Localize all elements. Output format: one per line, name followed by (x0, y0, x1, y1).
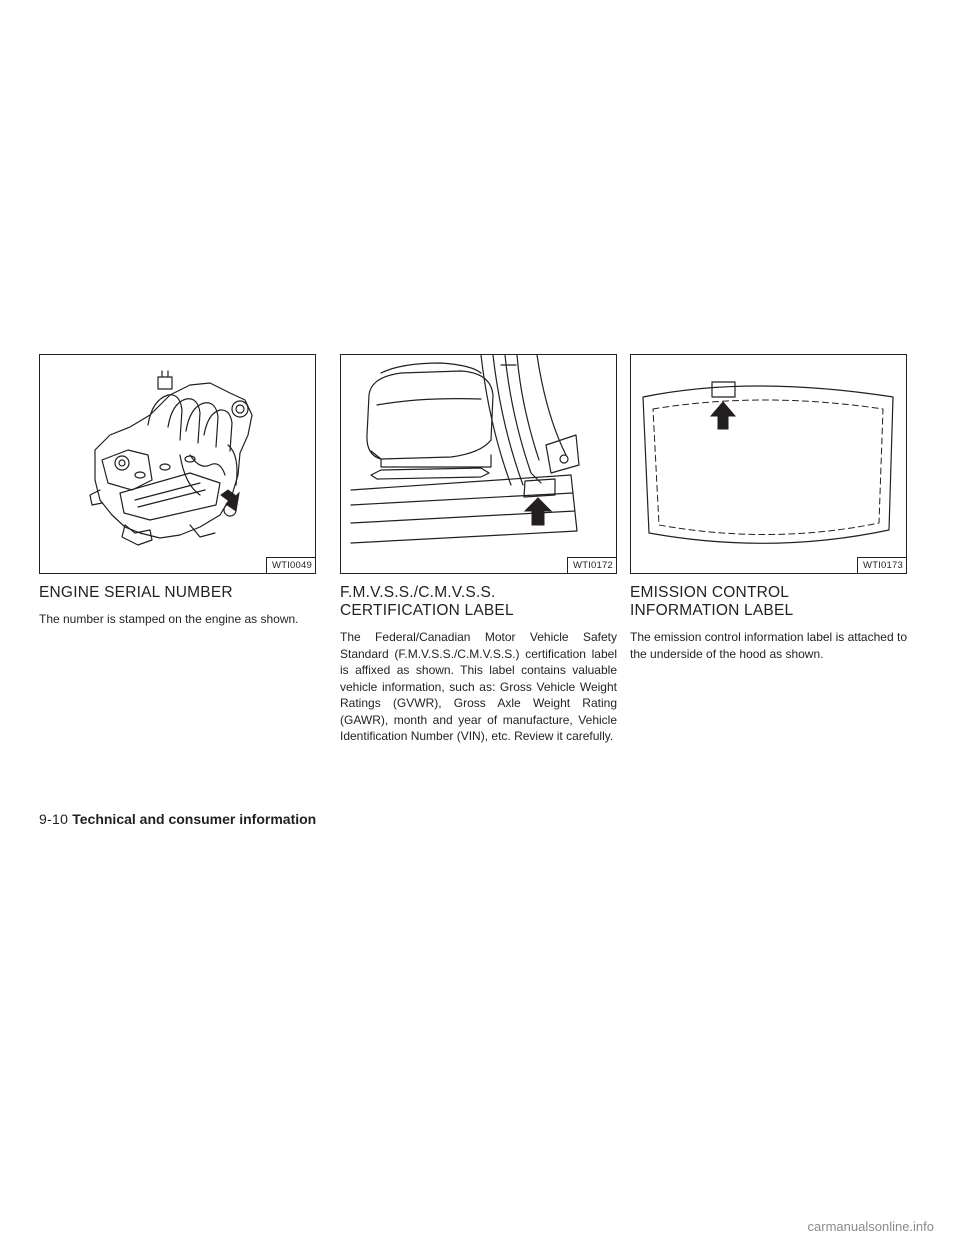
door-pillar-figure (340, 354, 617, 574)
section-certification-label (340, 354, 617, 745)
hood-figure (630, 354, 907, 574)
section-title-line: F.M.V.S.S./C.M.V.S.S. (340, 584, 496, 601)
section-title-line: EMISSION CONTROL (630, 584, 790, 601)
section-body: The emission control information label is attached to the underside of the hood as shown. (630, 630, 907, 661)
section-title-line: ENGINE SERIAL NUMBER (39, 584, 233, 601)
figure-code: WTI0049 (266, 557, 315, 573)
figure-code: WTI0172 (567, 557, 616, 573)
watermark: carmanualsonline.info (807, 1219, 934, 1234)
section-body: The Federal/Canadian Motor Vehicle Safety Standard (F.M.V.S.S./C.M.V.S.S.) certification label is affixed as shown. This label contains valuable vehicle information, such as: Gross Vehicle Weight Ratings (GVWR), Gross Axle Weight Rating (GAWR), month and year of manufacture, Vehicle Identification Number (VIN), etc. Review it carefully. (340, 630, 617, 743)
section-title-line: CERTIFICATION LABEL (340, 602, 514, 619)
section-title (340, 584, 617, 620)
section-title (630, 584, 907, 620)
hood-illustration (631, 355, 906, 573)
section-title-line: INFORMATION LABEL (630, 602, 794, 619)
section-engine-serial-number (39, 354, 316, 628)
engine-figure (39, 354, 316, 574)
section-body: The number is stamped on the engine as shown. (39, 612, 299, 626)
chapter-title: Technical and consumer information (72, 811, 317, 827)
page-footer (39, 810, 316, 828)
engine-illustration (40, 355, 315, 573)
section-title (39, 584, 316, 602)
section-emission-control-label (630, 354, 907, 662)
figure-code: WTI0173 (857, 557, 906, 573)
door-pillar-illustration (341, 355, 616, 573)
page-number: 9-10 (39, 811, 69, 827)
